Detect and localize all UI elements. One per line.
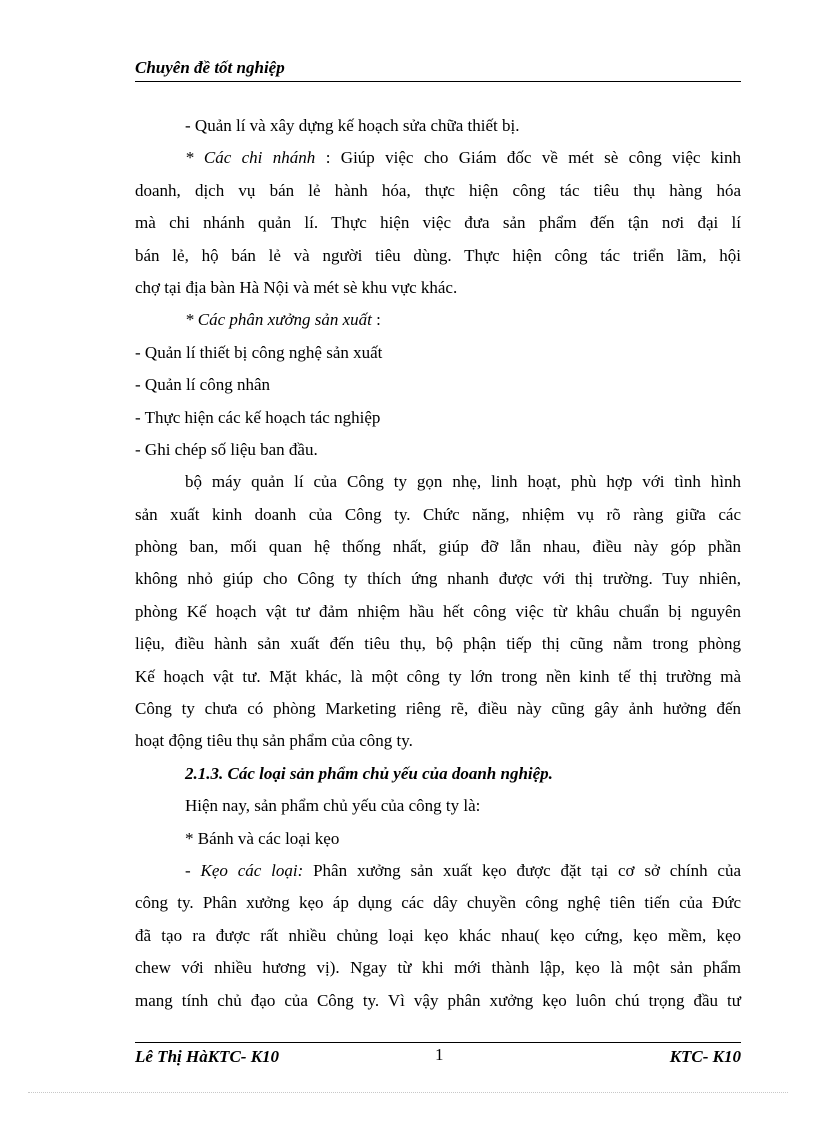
text-line — [135, 304, 741, 336]
line-text: công ty. Phân xưởng kẹo áp dụng các dây chuyền công nghệ tiên tiến của Đức — [135, 893, 741, 913]
text-line — [135, 596, 741, 628]
line-text: phòng Kế hoạch vật tư đảm nhiệm hầu hết công việc từ khâu chuẩn bị nguyên — [135, 601, 741, 621]
text-line — [135, 531, 741, 563]
text-line — [135, 725, 741, 757]
line-text: - Quản lí công nhân — [135, 375, 271, 395]
text-line — [135, 142, 741, 174]
text-line — [135, 985, 741, 1017]
line-text: bộ máy quản lí của Công ty gọn nhẹ, linh hoạt, phù hợp với tình hình — [185, 472, 741, 492]
text-line — [135, 240, 741, 272]
line-text: chợ tại địa bàn Hà Nội và mét sè khu vực khác. — [135, 277, 458, 297]
line-text: - Quản lí thiết bị công nghệ sản xuất — [135, 342, 383, 362]
line-text: hoạt động tiêu thụ sản phẩm của công ty. — [135, 731, 413, 751]
branch-label: * Các chi nhánh — [185, 148, 316, 168]
text-line — [135, 920, 741, 952]
text-line — [135, 466, 741, 498]
line-text: Hiện nay, sản phẩm chủ yếu của công ty là: — [185, 796, 481, 816]
text-line — [135, 272, 741, 304]
text-line — [135, 855, 741, 887]
line-text: - Thực hiện các kế hoạch tác nghiệp — [135, 407, 381, 427]
text-line — [135, 337, 741, 369]
text-line — [135, 952, 741, 984]
text-line — [135, 628, 741, 660]
line-text: : Giúp việc cho Giám đốc về mét sè công việc kinh — [325, 148, 742, 168]
line-text: đã tạo ra được rất nhiều chủng loại kẹo khác nhau( kẹo cứng, kẹo mềm, kẹo — [135, 925, 741, 945]
text-line — [135, 402, 741, 434]
page-number: 1 — [435, 1045, 444, 1064]
line-text: mà chi nhánh quản lí. Thực hiện việc đưa sản phẩm đến tận nơi đại lí — [135, 213, 741, 233]
line-text: không nhỏ giúp cho Công ty thích ứng nhanh được với thị trường. Tuy nhiên, — [135, 569, 741, 589]
line-text: : — [376, 310, 381, 330]
line-text: - Ghi chép số liệu ban đầu. — [135, 439, 318, 459]
footer-author: Lê Thị HàKTC- K10 — [135, 1047, 280, 1066]
candy-label: - Kẹo các loại: — [185, 860, 304, 880]
text-line — [135, 693, 741, 725]
page-bottom-divider — [28, 1092, 788, 1093]
line-text: doanh, dịch vụ bán lẻ hành hóa, thực hiện công tác tiêu thụ hàng hóa — [135, 180, 741, 200]
line-text: mang tính chủ đạo của Công ty. Vì vậy phân xưởng kẹo luôn chú trọng đầu tư — [135, 990, 741, 1010]
text-line — [135, 563, 741, 595]
text-line — [135, 790, 741, 822]
line-text: Kế hoạch vật tư. Mặt khác, là một công ty lớn trong nền kinh tế thị trường mà — [135, 666, 741, 686]
page-footer — [135, 1042, 741, 1073]
footer-class: KTC- K10 — [669, 1047, 741, 1066]
text-line — [135, 661, 741, 693]
text-line — [135, 369, 741, 401]
section-heading — [135, 758, 741, 790]
header-title: Chuyên đề tốt nghiệp — [135, 58, 285, 77]
line-text: liệu, điều hành sản xuất đến tiêu thụ, bộ phận tiếp thị cũng nằm trong phòng — [135, 634, 741, 654]
text-line — [135, 887, 741, 919]
line-text: sản xuất kinh doanh của Công ty. Chức năng, nhiệm vụ rõ ràng giữa các — [135, 504, 741, 524]
text-line — [135, 434, 741, 466]
line-text: chew với nhiều hương vị). Ngay từ khi mới thành lập, kẹo là một sản phẩm — [135, 958, 741, 978]
line-text: phòng ban, mối quan hệ thống nhất, giúp đỡ lẫn nhau, điều này góp phần — [135, 537, 741, 557]
line-text: bán lẻ, hộ bán lẻ và người tiêu dùng. Thực hiện công tác triển lãm, hội — [135, 245, 741, 265]
line-text: - Quản lí và xây dựng kế hoạch sửa chữa thiết bị. — [185, 116, 520, 135]
text-line — [135, 110, 741, 142]
text-line — [135, 823, 741, 855]
workshop-label: * Các phân xưởng sản xuất — [185, 310, 372, 330]
heading-text: 2.1.3. Các loại sản phẩm chủ yếu của doanh nghiệp. — [185, 763, 553, 783]
text-line — [135, 207, 741, 239]
line-text: Phân xưởng sản xuất kẹo được đặt tại cơ sở chính của — [303, 860, 741, 880]
line-text: Công ty chưa có phòng Marketing riêng rẽ, điều này cũng gây ảnh hưởng đến — [135, 699, 741, 719]
page-header — [135, 57, 741, 82]
text-line — [135, 175, 741, 207]
document-body — [135, 110, 741, 1017]
line-text: * Bánh và các loại kẹo — [185, 828, 340, 848]
text-line — [135, 499, 741, 531]
